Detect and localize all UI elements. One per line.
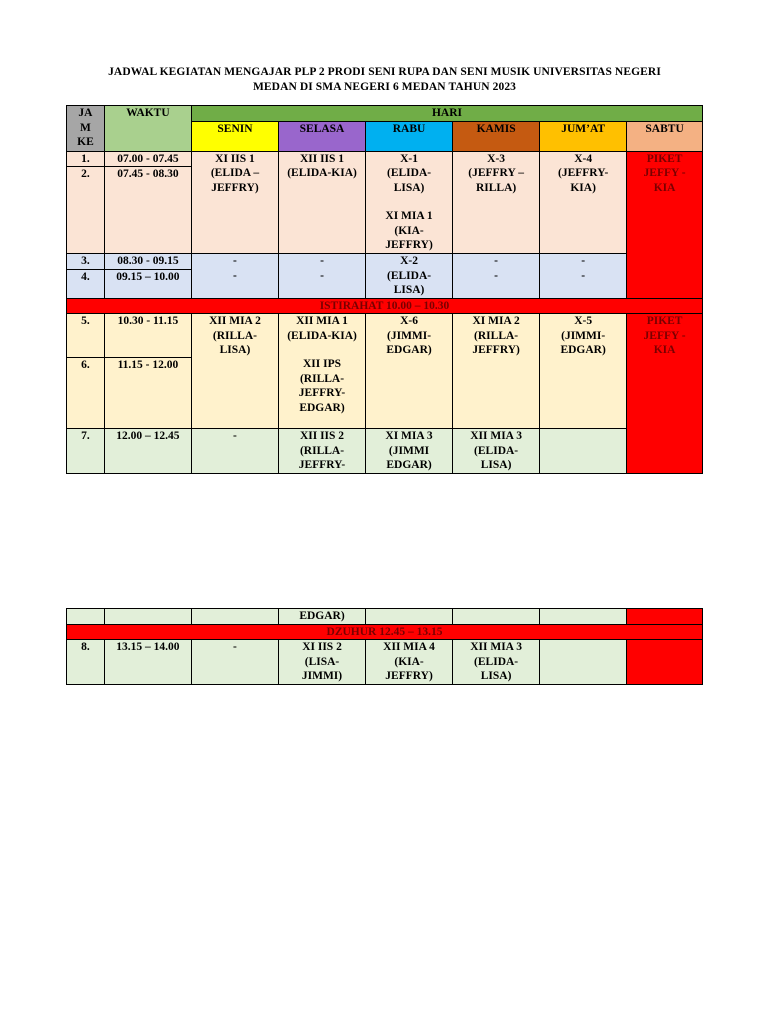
jam-8: 8. — [67, 640, 105, 685]
schedule-table-continued — [66, 608, 703, 685]
cell-senin-8: - — [191, 640, 278, 685]
cell-rabu-3-4: X-2 (ELIDA- LISA) — [366, 254, 453, 299]
cell-kamis-1-2: X-3 (JEFFRY – RILLA) — [453, 151, 540, 254]
waktu-7: 12.00 – 12.45 — [104, 429, 191, 474]
jam-1: 1. — [67, 151, 105, 167]
cell-senin-3-4: - - — [191, 254, 278, 299]
cell-kamis-8: XII MIA 3 (ELIDA- LISA) — [453, 640, 540, 685]
cell-sabtu-8 — [627, 640, 703, 685]
cell-rabu-1-2: X-1 (ELIDA- LISA) XI MIA 1 (KIA- JEFFRY) — [366, 151, 453, 254]
waktu-3: 08.30 - 09.15 — [104, 254, 191, 270]
waktu-5: 10.30 - 11.15 — [104, 314, 191, 358]
cont-sabtu — [627, 609, 703, 625]
cell-senin-5-6: XII MIA 2 (RILLA- LISA) — [191, 314, 278, 429]
waktu-8: 13.15 – 14.00 — [104, 640, 191, 685]
cell-kamis-5-6: XI MIA 2 (RILLA- JEFFRY) — [453, 314, 540, 429]
cell-jumat-7 — [540, 429, 627, 474]
waktu-6: 11.15 - 12.00 — [104, 358, 191, 429]
cell-rabu-8: XII MIA 4 (KIA- JEFFRY) — [366, 640, 453, 685]
cell-selasa-8: XI IIS 2 (LISA- JIMMI) — [278, 640, 365, 685]
header-jam-ke: JA M KE — [67, 106, 105, 152]
cell-rabu-5-6: X-6 (JIMMI- EDGAR) — [366, 314, 453, 429]
waktu-2: 07.45 - 08.30 — [104, 167, 191, 254]
cell-jumat-1-2: X-4 (JEFFRY- KIA) — [540, 151, 627, 254]
header-waktu: WAKTU — [104, 106, 191, 152]
cell-jumat-5-6: X-5 (JIMMI- EDGAR) — [540, 314, 627, 429]
jam-4: 4. — [67, 269, 105, 298]
cont-kamis — [453, 609, 540, 625]
jam-6: 6. — [67, 358, 105, 429]
title-line-1: JADWAL KEGIATAN MENGAJAR PLP 2 PRODI SENI RUPA DAN SENI MUSIK UNIVERSITAS NEGERI — [108, 66, 661, 78]
cell-sabtu-piket-1: PIKET JEFFY - KIA — [627, 151, 703, 298]
jam-3: 3. — [67, 254, 105, 270]
header-day-rabu: RABU — [366, 121, 453, 151]
cell-kamis-7: XII MIA 3 (ELIDA- LISA) — [453, 429, 540, 474]
header-day-senin: SENIN — [191, 121, 278, 151]
jam-5: 5. — [67, 314, 105, 358]
cont-rabu — [366, 609, 453, 625]
cell-jumat-3-4: - - — [540, 254, 627, 299]
title-line-2: MEDAN DI SMA NEGERI 6 MEDAN TAHUN 2023 — [252, 81, 517, 93]
cell-selasa-5-6: XII MIA 1 (ELIDA-KIA) XII IPS (RILLA- JEFFRY- EDGAR) — [278, 314, 365, 429]
header-day-selasa: SELASA — [278, 121, 365, 151]
jam-7: 7. — [67, 429, 105, 474]
cell-selasa-7: XII IIS 2 (RILLA- JEFFRY- — [278, 429, 365, 474]
cell-sabtu-piket-2: PIKET JEFFY - KIA — [627, 314, 703, 474]
header-day-sabtu: SABTU — [627, 121, 703, 151]
cell-senin-7: - — [191, 429, 278, 474]
header-day-kamis: KAMIS — [453, 121, 540, 151]
cell-jumat-8 — [540, 640, 627, 685]
cell-rabu-7: XI MIA 3 (JIMMI EDGAR) — [366, 429, 453, 474]
break-dzuhur: DZUHUR 12.45 – 13.15 — [67, 624, 703, 640]
cont-jumat — [540, 609, 627, 625]
break-istirahat: ISTIRAHAT 10.00 – 10.30 — [67, 298, 703, 314]
waktu-4: 09.15 – 10.00 — [104, 269, 191, 298]
schedule-table — [66, 105, 703, 474]
cont-jam — [67, 609, 105, 625]
cell-kamis-3-4: - - — [453, 254, 540, 299]
cont-selasa: EDGAR) — [278, 609, 365, 625]
cont-senin — [191, 609, 278, 625]
waktu-1: 07.00 - 07.45 — [104, 151, 191, 167]
cell-selasa-3-4: - - — [278, 254, 365, 299]
cont-waktu — [104, 609, 191, 625]
jam-2: 2. — [67, 167, 105, 254]
header-hari: HARI — [191, 106, 702, 122]
cell-senin-1-2: XI IIS 1 (ELIDA – JEFFRY) — [191, 151, 278, 254]
cell-selasa-1-2: XII IIS 1 (ELIDA-KIA) — [278, 151, 365, 254]
header-day-jumat: JUM’AT — [540, 121, 627, 151]
document-title — [66, 65, 703, 95]
